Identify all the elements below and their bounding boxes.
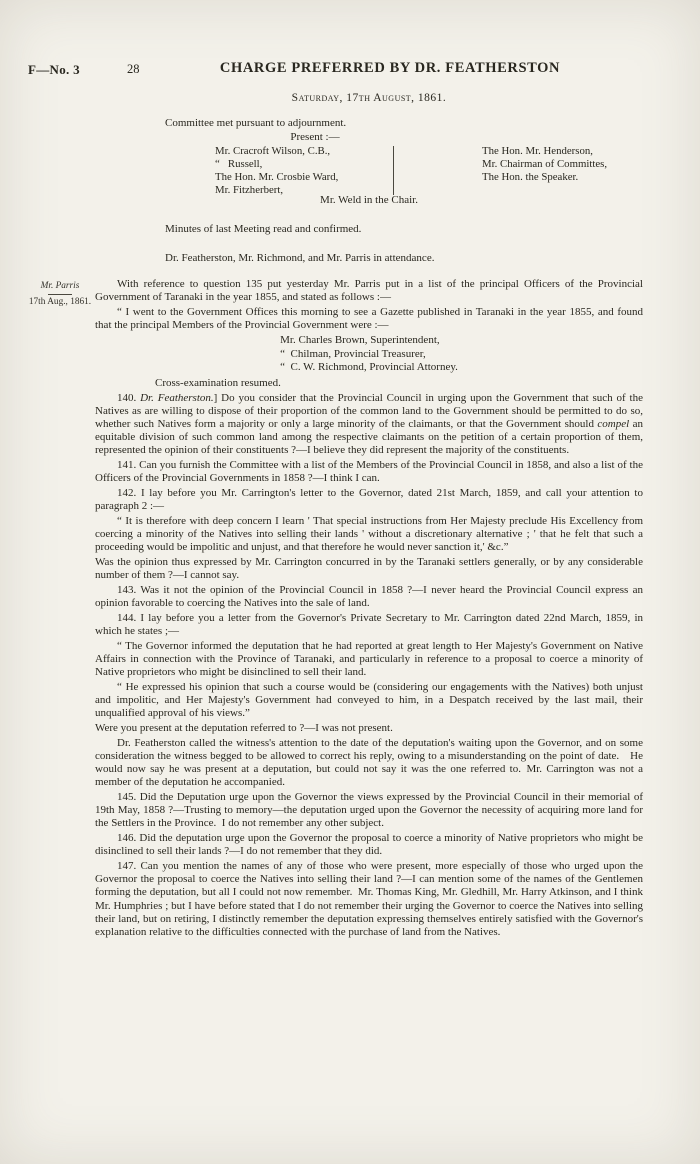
- paragraph: 145. Did the Deputation urge upon the Governor the views expressed by the Provincial Council in their memorial of 19th May, 1858 ?—Trusting to memory—the deputation urged upon the Governor the necessity of acquiring more land for the Settlers in the Province. I do not remember any other subject.: [95, 791, 643, 830]
- member-line: “ C. W. Richmond, Provincial Attorney.: [280, 360, 458, 373]
- doc-ref: F—No. 3: [28, 62, 80, 77]
- list-line: Mr. Fitzherbert,: [215, 184, 284, 196]
- paragraph: Was the opinion thus expressed by Mr. Carrington concurred in by the Taranaki settlers generally, or by any considerable number of them ?—I cannot say.: [95, 556, 643, 582]
- paragraph: 142. I lay before you Mr. Carrington's letter to the Governor, dated 21st March, 1859, and call your attention to paragraph 2 :—: [95, 487, 643, 513]
- list-line: The Hon. Mr. Henderson,: [482, 145, 593, 157]
- margin-note: [28, 281, 92, 308]
- paragraph: With reference to question 135 put yesterday Mr. Parris put in a list of the principal Officers of the Provincial Government of Taranaki in the year 1855, and stated as follows :—: [95, 278, 643, 304]
- paragraph: 147. Can you mention the names of any of those who were present, more especially of those who urged upon the Governor the proposal to coerce the Natives into selling their land ?—I can mention some of the names of the Gentlemen forming the deputation, but all I could not now remember. Mr. Thomas King, Mr. Gledhill, Mr. Harry Atkinson, and I think Mr. Humphries ; but I have before stated that I do not remember their urging the Governor to coerce the Natives into selling their land, but on retiring, I distinctly remember the deputation expressing themselves entirely satisfied with the Governor's explanation relative to the difficulties connected with the purchase of land from the Natives.: [95, 860, 643, 939]
- body-paragraphs: [95, 278, 643, 941]
- present-right-column: [394, 145, 607, 197]
- list-line: Mr. Chairman of Committes,: [482, 158, 608, 170]
- paragraph: 146. Did the deputation urge upon the Governor the proposal to coerce a minority of Native proprietors who might be disinclined to sell their lands ?—I do not remember that they did.: [95, 832, 643, 858]
- paragraph: 141. Can you furnish the Committee with a list of the Members of the Provincial Council in 1858, and also a list of the Officers of the Provincial Governments in 1858 ?—I think I can.: [95, 459, 643, 485]
- paragraph: Cross-examination resumed.: [155, 376, 281, 389]
- list-line: Mr. Cracroft Wilson, C.B.,: [215, 145, 331, 157]
- page-header: [0, 60, 700, 82]
- paragraph: “ It is therefore with deep concern I learn ' That special instructions from Her Majesty preclude His Excellency from coercing a minority of the Natives into selling their lands ' without a discretionary alternative ; ' that he felt that such a proceeding would be impolitic and unjust, and that therefore he would never sanction it,' &c.”: [95, 514, 643, 554]
- list-line: The Hon. the Speaker.: [482, 171, 579, 183]
- present-label: Present :—: [290, 131, 340, 143]
- paragraph: “ The Governor informed the deputation that he had reported at great length to Her Majesty's Government on Native Affairs in connection with the Province of Taranaki, and particularly in reference to a proposal to coerce a minority of Native proprietors who might be disinclined to sell their land.: [95, 639, 643, 679]
- paragraph: 143. Was it not the opinion of the Provincial Council in 1858 ?—I never heard the Provincial Council express an opinion favorable to coercing the Natives into the sale of land.: [95, 583, 643, 610]
- paragraph: “ I went to the Government Offices this morning to see a Gazette published in Taranaki in the year 1855, and found that the principal Members of the Provincial Government were :—: [95, 305, 643, 332]
- member-line: Mr. Charles Brown, Superintendent,: [280, 334, 440, 347]
- margin-note-witness: Mr. Parris: [40, 281, 80, 291]
- session-opening-line: Committee met pursuant to adjournment.: [165, 117, 347, 129]
- margin-note-date: 17th Aug., 1861.: [28, 297, 92, 307]
- paragraph: “ He expressed his opinion that such a course would be (considering our engagements with the Natives) both unjust and impolitic, and Her Majesty's Government had conveyed to him, in a Despatch received by the last mail, their unqualified approval of his views.”: [95, 680, 643, 720]
- page-number: 28: [127, 62, 140, 76]
- minutes-line: Minutes of last Meeting read and confirmed.: [165, 223, 362, 235]
- members-list: [95, 334, 643, 374]
- attendance-line: Dr. Featherston, Mr. Richmond, and Mr. Parris in attendance.: [165, 252, 435, 264]
- members-list-inner: [280, 334, 458, 374]
- session-date-line: Saturday, 17th August, 1861.: [291, 92, 447, 104]
- present-left-column: [215, 145, 393, 197]
- present-block: [215, 145, 645, 197]
- paragraph: Were you present at the deputation referred to ?—I was not present.: [95, 722, 393, 734]
- chair-line: Mr. Weld in the Chair.: [320, 194, 418, 206]
- margin-note-rule: [48, 294, 72, 295]
- page-title: CHARGE PREFERRED BY DR. FEATHERSTON: [219, 60, 561, 76]
- list-line: The Hon. Mr. Crosbie Ward,: [215, 171, 339, 183]
- paragraph: 140. Dr. Featherston.] Do you consider that the Provincial Council in urging upon the Government that such of the Natives as are willing to dispose of their proportion of the common land to the Government should be permitted to do so, whether such Natives form a majority or only a large minority of the claimants, or that the Government should compel an equitable division of such common land among the respective claimants on the petition of a certain proportion of them, represented the opinion of their constituents ?—I believe they did represent the majority of the constituents.: [95, 391, 643, 457]
- list-line: “ Russell,: [215, 158, 263, 170]
- paragraph: Dr. Featherston called the witness's attention to the date of the deputation's waiting upon the Governor, and on some consideration the witness begged to be allowed to correct his reply, owing to a misunderstanding on the point of date. He would now say he was present at a deputation, but could not say it was the one referred to. Mr. Carrington was not a member of the deputation he accompanied.: [95, 736, 643, 789]
- paragraph: 144. I lay before you a letter from the Governor's Private Secretary to Mr. Carrington dated 22nd March, 1859, in which he states ;—: [95, 611, 643, 638]
- member-line: “ Chilman, Provincial Treasurer,: [280, 347, 426, 360]
